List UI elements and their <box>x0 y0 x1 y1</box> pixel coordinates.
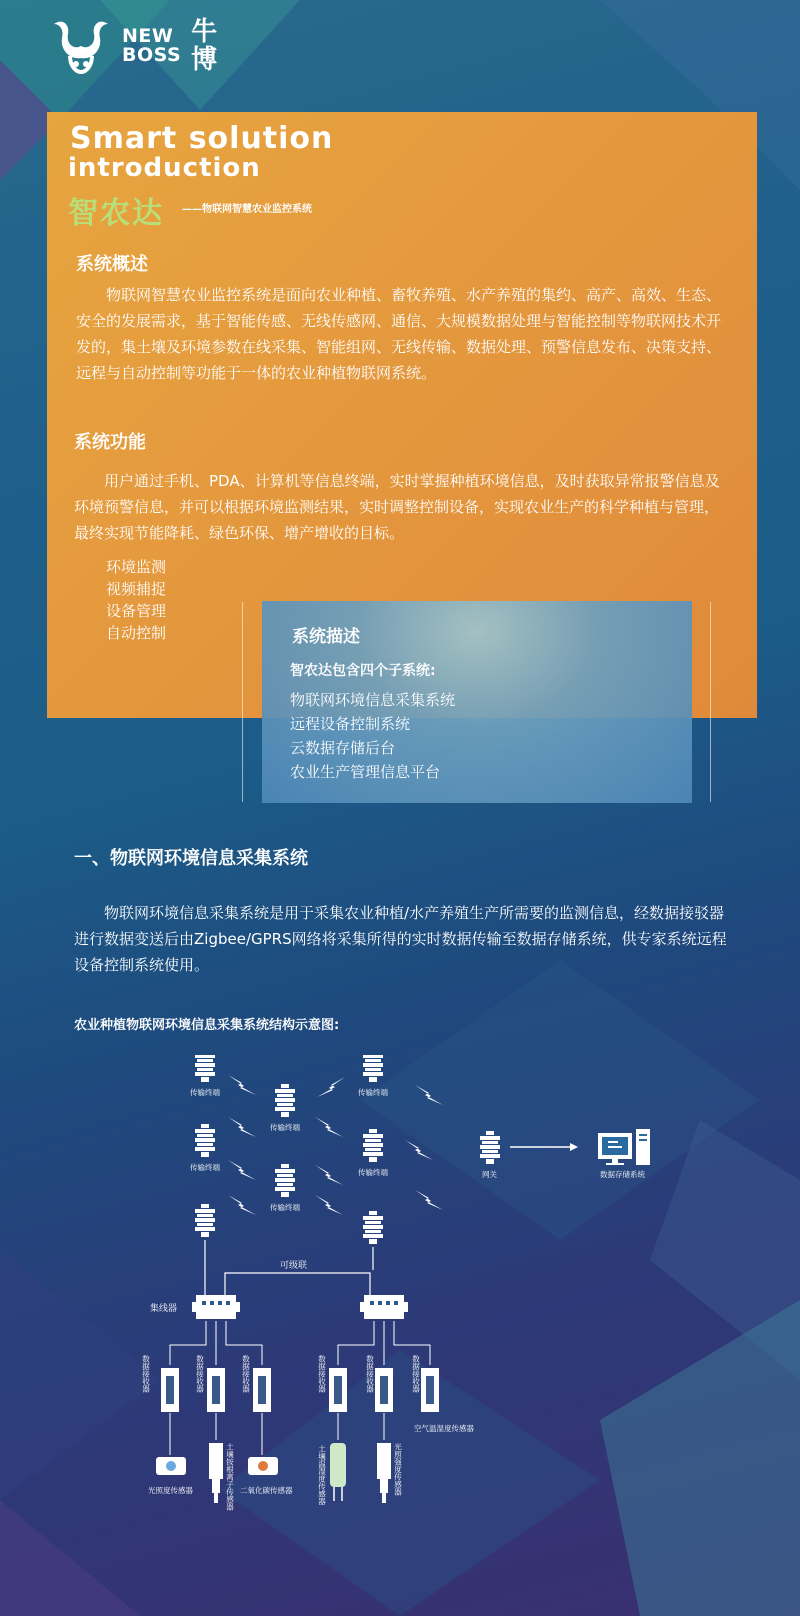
product-subtitle: ——物联网智慧农业监控系统 <box>182 204 312 215</box>
wireless-icon <box>415 1190 443 1210</box>
overview-heading: 系统概述 <box>76 254 148 275</box>
wireless-icon <box>228 1075 256 1095</box>
divider-line <box>710 602 711 802</box>
hub-label: 集线器 <box>150 1304 178 1314</box>
functions-list <box>106 556 166 644</box>
terminal-node <box>363 1129 383 1162</box>
receiver-label: 数据接收器 <box>241 1355 251 1393</box>
list-item: 自动控制 <box>106 624 167 642</box>
brand-name-line1: NEW <box>122 25 174 47</box>
receiver-label: 数据接收器 <box>195 1355 205 1393</box>
description-heading: 系统描述 <box>292 627 360 647</box>
hub-node <box>360 1295 408 1319</box>
par-sensor-icon <box>377 1443 391 1503</box>
subsystem-list <box>290 688 455 784</box>
wireless-icon <box>405 1140 433 1160</box>
brand-logo <box>48 16 219 76</box>
receiver-node <box>161 1368 179 1412</box>
terminal-node <box>363 1211 383 1244</box>
cascade-label: 可级联 <box>280 1261 308 1271</box>
terminal-node <box>195 1055 215 1082</box>
arrow-head <box>570 1143 578 1151</box>
hero-title-line1: Smart solution <box>70 121 334 156</box>
list-item: 物联网环境信息采集系统 <box>290 691 456 709</box>
sensor-label: 光照度传感器 <box>148 1486 193 1495</box>
overview-text: 物联网智慧农业监控系统是面向农业种植、畜牧养殖、水产养殖的集约、高产、高效、生态、安全的发展需求，基于智能传感、无线传感网、通信、大规模数据处理与智能控制等物联网技术开发的，集土壤及环境参数在线采集、智能组网、无线传输、数据处理、预警信息发布、决策支持、远程与自动控制等功能于一体的农业种植物联网系统。 <box>76 286 722 382</box>
product-name: 智农达 <box>68 196 164 231</box>
list-item: 云数据存储后台 <box>290 739 396 757</box>
brand-name-line2: BOSS <box>122 44 182 66</box>
gateway-label: 网关 <box>482 1170 497 1179</box>
hub-node <box>192 1295 240 1319</box>
terminal-label: 传输终端 <box>270 1123 300 1132</box>
terminal-label: 传输终端 <box>190 1163 220 1172</box>
list-item: 远程设备控制系统 <box>290 715 411 733</box>
sensor-label: 空气温湿度传感器 <box>414 1424 474 1433</box>
terminal-node <box>195 1204 215 1237</box>
terminal-node <box>275 1084 295 1117</box>
sensor-label: 二氧化碳传感器 <box>240 1486 293 1495</box>
terminal-node <box>195 1124 215 1157</box>
wireless-icon <box>228 1117 256 1137</box>
section1-text: 物联网环境信息采集系统是用于采集农业种植/水产养殖生产所需要的监测信息，经数据接驳器进行数据变送后由Zigbee/GPRS网络将采集所得的实时数据传输至数据存储系统，供专家系统远程设备控制系统使用。 <box>74 904 727 974</box>
wireless-icon <box>228 1160 256 1180</box>
computer-icon <box>598 1129 650 1165</box>
sensor-label: 光照强度传感器 <box>393 1443 403 1496</box>
terminal-node <box>275 1164 295 1197</box>
wireless-icon <box>315 1165 343 1185</box>
soil-temp-sensor-icon <box>330 1443 346 1501</box>
wireless-icon <box>315 1117 343 1137</box>
co2-sensor-icon <box>248 1457 278 1475</box>
terminal-node <box>363 1055 383 1082</box>
functions-text: 用户通过手机、PDA、计算机等信息终端，实时掌握种植环境信息，及时获取异常报警信息及环境预警信息，并可以根据环境监测结果，实时调整控制设备，实现农业生产的科学种植与管理，最终实现节能降耗、绿色环保、增产增收的目标。 <box>74 472 720 542</box>
receiver-node <box>329 1368 347 1412</box>
receiver-node <box>207 1368 225 1412</box>
terminal-label: 传输终端 <box>358 1088 388 1097</box>
gateway-node <box>480 1131 500 1164</box>
terminal-label: 传输终端 <box>190 1088 220 1097</box>
sensor-label: 土壤温湿度传感器 <box>317 1445 327 1505</box>
receiver-node <box>253 1368 271 1412</box>
wireless-icon <box>315 1195 343 1215</box>
description-subheading: 智农达包含四个子系统: <box>290 663 436 679</box>
diagram-caption: 农业种植物联网环境信息采集系统结构示意图: <box>74 1018 340 1033</box>
section1-heading: 一、物联网环境信息采集系统 <box>74 848 308 869</box>
functions-heading: 系统功能 <box>74 432 146 453</box>
bull-logo-icon <box>48 16 114 76</box>
receiver-label: 数据接收器 <box>141 1355 151 1393</box>
list-item: 视频捕捉 <box>106 580 167 598</box>
storage-label: 数据存储系统 <box>600 1170 645 1179</box>
terminal-label: 传输终端 <box>270 1203 300 1212</box>
terminal-label: 传输终端 <box>358 1168 388 1177</box>
list-item: 农业生产管理信息平台 <box>290 763 441 781</box>
light-sensor-icon <box>156 1457 186 1475</box>
receiver-label: 数据接收器 <box>317 1355 327 1393</box>
receiver-node <box>375 1368 393 1412</box>
brand-name-cn: 牛博 <box>191 17 218 75</box>
wireless-icon <box>415 1085 443 1105</box>
architecture-diagram <box>130 1055 690 1575</box>
soil-ion-sensor-icon <box>209 1443 223 1503</box>
wireless-icon <box>228 1195 256 1215</box>
cascade-line <box>225 1273 370 1295</box>
hero-title-line2: introduction <box>68 153 261 183</box>
divider-line <box>242 602 243 802</box>
receiver-node <box>421 1368 439 1412</box>
list-item: 设备管理 <box>106 602 167 620</box>
receiver-label: 数据接收器 <box>365 1355 375 1393</box>
receiver-label: 数据接收器 <box>411 1355 421 1393</box>
sensor-label: 土壤铵根离子传感器 <box>225 1443 235 1511</box>
list-item: 环境监测 <box>106 558 167 576</box>
wireless-icon <box>317 1077 345 1097</box>
